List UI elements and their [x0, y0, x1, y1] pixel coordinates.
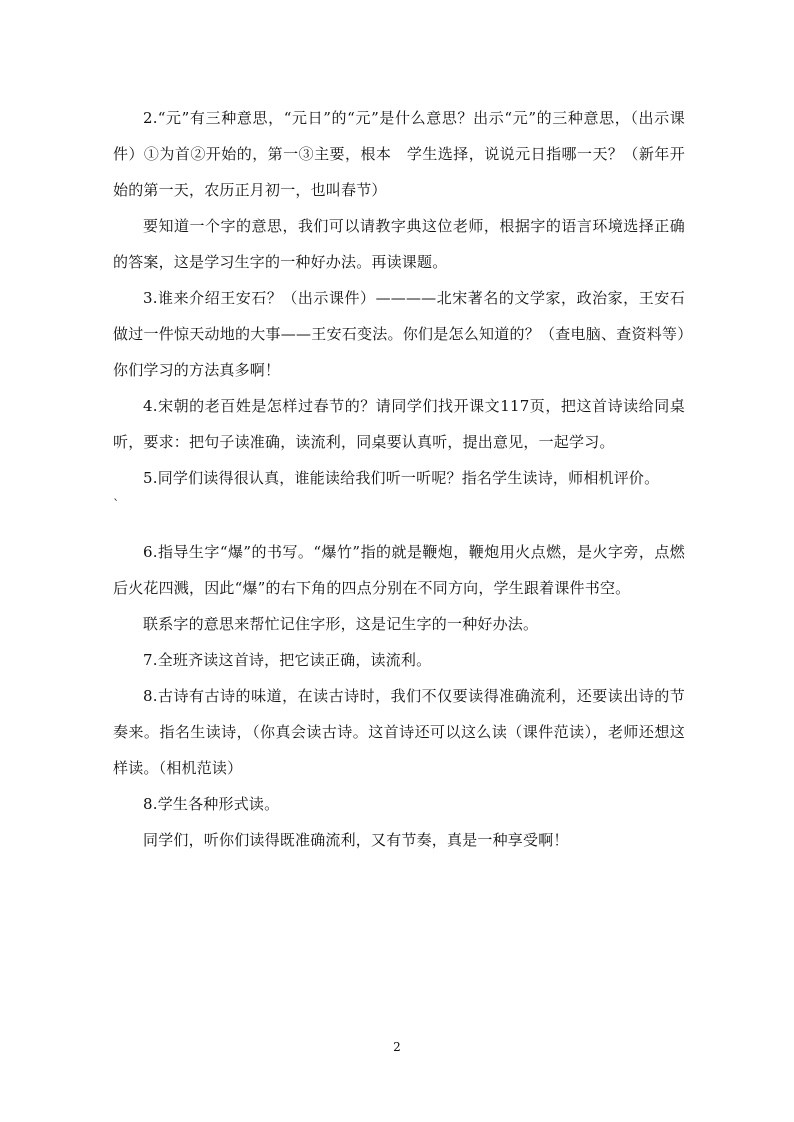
paragraph-read-aloud: 5.同学们读得很认真，谁能读给我们听一听呢？指名学生读诗，师相机评价。	[143, 469, 660, 487]
paragraph-character-bao: 6.指导生字“爆”的书写。“爆竹”指的就是鞭炮，鞭炮用火点燃，是火字旁，点燃后火花四溅，因此“爆”的右下角的四点分别在不同方向，学生跟着课件书空。	[113, 543, 685, 597]
paragraph-poem-rhythm: 8.古诗有古诗的味道，在读古诗时，我们不仅要读得准确流利，还要读出诗的节奏来。指名生读诗，（你真会读古诗。这首诗还可以这么读（课件范读），老师还想这样读。（相机范读）	[113, 687, 685, 777]
paragraph-memory-method: 联系字的意思来帮忙记住字形，这是记生字的一种好办法。	[143, 615, 539, 633]
paragraph-meaning-of-yuan: 2.“元”有三种意思，“元日”的“元”是什么意思？出示“元”的三种意思，（出示课件）①为首②开始的，第一③主要，根本 学生选择，说说元日指哪一天？（新年开始的第一天，农历正月初一，也叫春节）	[113, 109, 685, 199]
document-body	[113, 100, 685, 858]
paragraph-wang-anshi: 3.谁来介绍王安石？（出示课件）————北宋著名的文学家，政治家，王安石做过一件惊天动地的大事——王安石变法。你们是怎么知道的？（查电脑、查资料等）你们学习的方法真多啊！	[113, 289, 685, 379]
paragraph-song-dynasty: 4.宋朝的老百姓是怎样过春节的？请同学们找开课文117页，把这首诗读给同桌听，要求：把句子读准确，读流利，同桌要认真听，提出意见，一起学习。	[113, 397, 685, 451]
paragraph-reading-forms: 8.学生各种形式读。	[143, 795, 280, 813]
paragraph-closing: 同学们，听你们读得既准确流利，又有节奏，真是一种享受啊！	[143, 831, 569, 849]
page-number: 2	[393, 1040, 401, 1054]
paragraph-dictionary-method: 要知道一个字的意思，我们可以请教字典这位老师，根据字的语言环境选择正确的答案，这是学习生字的一种好办法。再读课题。	[113, 217, 685, 271]
stray-mark: `	[113, 498, 120, 513]
paragraph-class-reading: 7.全班齐读这首诗，把它读正确，读流利。	[143, 651, 432, 669]
